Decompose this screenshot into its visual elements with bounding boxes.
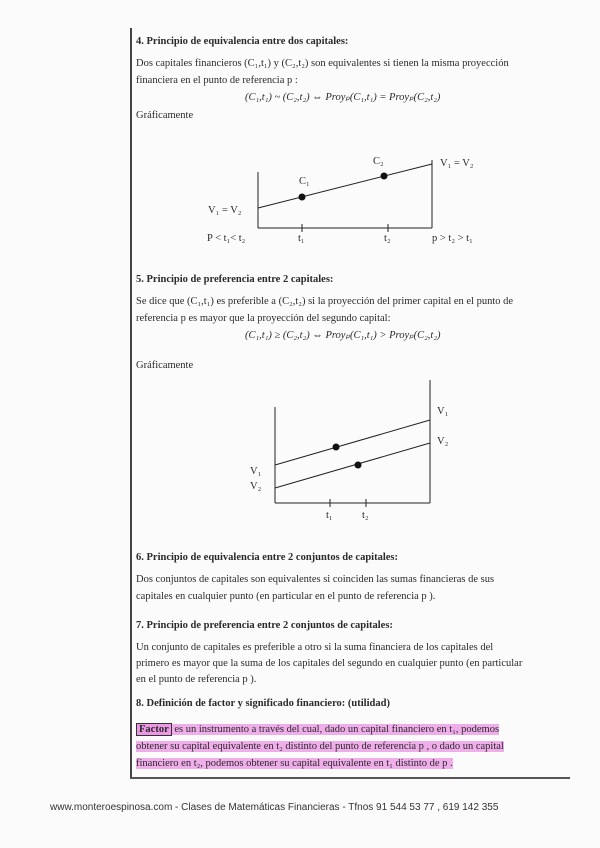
s6-text-2: capitales en cualquier punto (en particular en el punto de referencia p ). [136,591,436,602]
s5-text-2: referencia p es mayor que la proyección del segundo capital: [136,313,391,324]
label-c1: C₁ [299,176,310,187]
point-c1 [299,194,306,201]
label-t2: t₂ [384,233,391,244]
point-v1 [333,444,340,451]
footer: www.monteroespinosa.com - Clases de Matemáticas Financieras - Tfnos 91 544 53 77 , 619 142 355 [50,802,499,813]
s7-text-2: primero es mayor que la suma de los capitales del segundo en cualquier punto (en particular [136,658,523,669]
s8-text-1-body: es un instrumento a través del cual, dado un capital financiero en t₁, podemos [171,724,500,735]
label-v2-right: V₂ [437,436,449,447]
label-c2: C₂ [373,156,384,167]
s8-text-1 [136,724,499,735]
label-v2-left: V₂ [250,481,262,492]
s5-text-1: Se dice que (C₁,t₁) es preferible a (C₂,t₂) si la proyección del primer capital en el punto de [136,296,514,307]
point-v2 [355,462,362,469]
v1-line [275,420,430,465]
v2-line [275,443,430,488]
s7-text-3: en el punto de referencia p ). [136,674,257,685]
s7-text-1: Un conjunto de capitales es preferible a otro si la suma financiera de los capitales del [136,642,494,653]
section-5-title: 5. Principio de preferencia entre 2 capitales: [136,274,334,285]
section-7-title: 7. Principio de preferencia entre 2 conjuntos de capitales: [136,620,393,631]
label-right-cond: p > t₂ > t₁ [432,233,473,244]
s6-text-1: Dos conjuntos de capitales son equivalentes si coinciden las sumas financieras de sus [136,574,495,585]
label-v1-left: V₁ [250,466,262,477]
label-t1-2: t₁ [326,510,333,521]
s8-text-2: obtener su capital equivalente en t₂ distinto del punto de referencia p , o dado un capital [136,741,504,752]
section-4-title: 4. Principio de equivalencia entre dos capitales: [136,36,349,47]
label-v-right: V₁ = V₂ [440,158,474,169]
label-v-left: V₁ = V₂ [208,205,242,216]
factor-highlight: Factor [136,723,172,736]
s4-text-2: financiera en el punto de referencia p : [136,75,298,86]
s4-formula: (C₁,t₁) ~ (C₂,t₂) ⇔ Proyₚ(C₁,t₁) = Proyₚ(C₂,t₂) [245,92,441,103]
section-8-title: 8. Definición de factor y significado financiero: (utilidad) [136,698,390,709]
value-line [258,164,432,208]
label-t2-2: t₂ [362,510,369,521]
label-left-cond: P < t₁< t₂ [207,233,246,244]
s5-formula: (C₁,t₁) ≥ (C₂,t₂) ⇔ Proyₚ(C₁,t₁) > Proyₚ(C₂,t₂) [245,330,441,341]
label-t1: t₁ [298,233,305,244]
s4-graf: Gráficamente [136,110,194,121]
label-v1-right: V₁ [437,406,449,417]
s4-text-1: Dos capitales financieros (C₁,t₁) y (C₂,t₂) son equivalentes si tienen la misma proyección [136,58,509,69]
s5-graf: Gráficamente [136,360,194,371]
s8-text-3: financiero en t₂, podemos obtener su capital equivalente en t₁ distinto de p . [136,758,453,769]
point-c2 [381,173,388,180]
section-6-title: 6. Principio de equivalencia entre 2 conjuntos de capitales: [136,552,399,563]
